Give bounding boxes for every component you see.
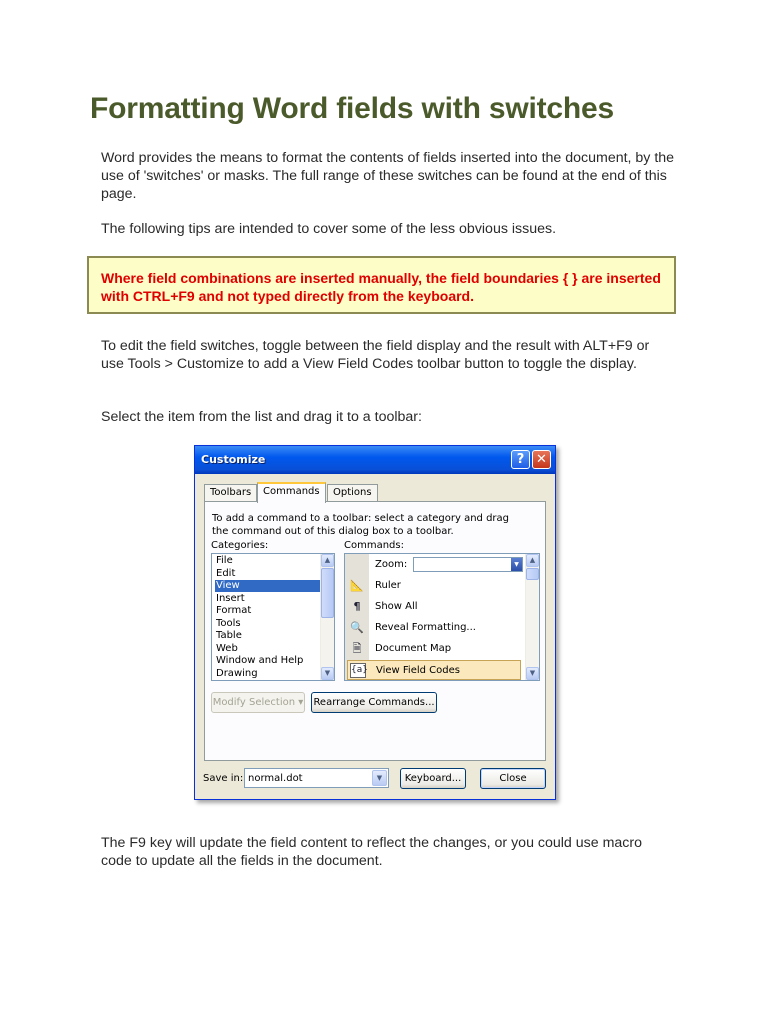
category-item[interactable]: Tools: [216, 617, 241, 629]
command-item-ruler[interactable]: [347, 576, 521, 596]
toggle-paragraph: To edit the field switches, toggle between the field display and the result with ALT+F9 or use Tools > Customize to add a View Field Codes toolbar button to toggle the display.: [101, 338, 650, 372]
scroll-thumb[interactable]: [321, 568, 334, 618]
chevron-down-icon[interactable]: ▼: [511, 558, 522, 571]
command-item-reveal-formatting[interactable]: [347, 618, 521, 638]
dialog-titlebar[interactable]: [195, 446, 555, 474]
tab-commands[interactable]: Commands: [257, 482, 326, 503]
dialog-title: Customize: [201, 453, 266, 466]
zoom-combo[interactable]: [413, 557, 523, 572]
chevron-down-icon[interactable]: ▼: [372, 770, 387, 786]
command-label: Document Map: [375, 643, 452, 654]
close-button[interactable]: Close: [480, 768, 546, 789]
instruction-text: To add a command to a toolbar: select a category and drag the command out of this dialog box to a toolbar.: [212, 513, 510, 537]
category-item[interactable]: File: [216, 555, 233, 566]
command-item-document-map[interactable]: [347, 639, 521, 659]
update-paragraph: The F9 key will update the field content to reflect the changes, or you could use macro code to update all the fields in the document.: [101, 835, 643, 869]
category-item-selected[interactable]: View: [215, 580, 320, 592]
scroll-down-icon[interactable]: ▼: [526, 667, 539, 680]
category-item[interactable]: Table: [216, 630, 242, 641]
commands-list[interactable]: [344, 553, 540, 681]
field-codes-icon: {a}: [350, 663, 366, 678]
commands-label: Commands:: [344, 540, 404, 551]
pilcrow-icon: ¶: [353, 600, 361, 613]
tab-options[interactable]: Options: [327, 484, 378, 501]
command-item-view-field-codes[interactable]: [347, 660, 521, 680]
command-label: Zoom:: [375, 559, 408, 570]
category-item[interactable]: Drawing: [216, 667, 258, 679]
customize-dialog: [194, 445, 556, 800]
category-item[interactable]: Edit: [216, 567, 236, 579]
close-icon[interactable]: ✕: [532, 450, 551, 469]
command-label: View Field Codes: [376, 665, 460, 676]
ruler-icon: 📐: [350, 579, 364, 592]
page-title: Formatting Word fields with switches: [90, 92, 614, 125]
scroll-down-icon[interactable]: ▼: [321, 667, 334, 680]
zoom-icon: [349, 557, 365, 572]
save-in-value: normal.dot: [248, 773, 303, 784]
help-icon[interactable]: ?: [511, 450, 530, 469]
note-text: Where field combinations are inserted manually, the field boundaries { } are inserted with CTRL+F9 and not typed directly from the keyboard.: [101, 270, 661, 304]
command-label: Show All: [375, 601, 418, 612]
scroll-thumb[interactable]: [526, 568, 539, 580]
scroll-up-icon[interactable]: ▲: [526, 554, 539, 567]
select-paragraph: Select the item from the list and drag it to a toolbar:: [101, 409, 422, 425]
command-label: Reveal Formatting...: [375, 622, 476, 633]
commands-panel: [204, 501, 546, 761]
category-item[interactable]: Window and Help: [216, 655, 304, 666]
category-item[interactable]: Insert: [216, 592, 245, 604]
scroll-up-icon[interactable]: ▲: [321, 554, 334, 567]
categories-list[interactable]: [211, 553, 335, 681]
save-in-label: Save in:: [203, 773, 244, 784]
category-item[interactable]: Format: [216, 605, 252, 616]
modify-selection-button[interactable]: Modify Selection ▾: [211, 692, 305, 713]
save-in-select[interactable]: [244, 768, 389, 788]
categories-scrollbar[interactable]: [320, 554, 334, 680]
keyboard-button[interactable]: Keyboard...: [400, 768, 466, 789]
category-item[interactable]: Web: [216, 642, 238, 654]
document-map-icon: 🗎: [352, 642, 362, 655]
command-label: Ruler: [375, 580, 401, 591]
note-box: [87, 256, 676, 314]
rearrange-commands-button[interactable]: Rearrange Commands...: [311, 692, 437, 713]
reveal-formatting-icon: 🔍: [350, 621, 364, 634]
tab-toolbars[interactable]: Toolbars: [204, 484, 257, 501]
commands-scrollbar[interactable]: [525, 554, 539, 680]
command-item-show-all[interactable]: [347, 597, 521, 617]
tips-paragraph: The following tips are intended to cover some of the less obvious issues.: [101, 221, 557, 237]
command-item-zoom[interactable]: [347, 555, 521, 575]
intro-paragraph: Word provides the means to format the contents of fields inserted into the document, by the use of 'switches' or masks. The full range of these switches can be found at the end of this page.: [101, 150, 675, 202]
categories-label: Categories:: [211, 540, 269, 551]
